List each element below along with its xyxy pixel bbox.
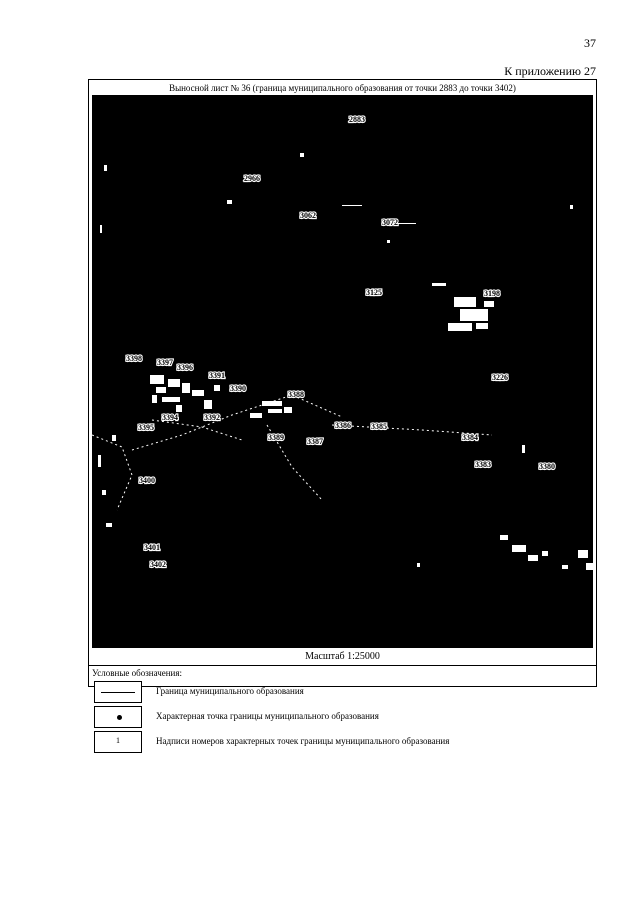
- map-image[interactable]: [92, 95, 593, 648]
- label-sample: 1: [116, 736, 120, 745]
- appendix-caption: К приложению 27: [504, 64, 596, 78]
- map-canvas: [92, 95, 593, 648]
- legend-item-boundary: [94, 681, 574, 703]
- point-label-3384: 3384: [462, 433, 478, 442]
- legend-swatch-label: [94, 731, 142, 753]
- sheet-title: Выносной лист № 36 (граница муниципального образования от точки 2883 до точки 3402): [169, 83, 516, 93]
- point-label-3385: 3385: [371, 422, 387, 431]
- point-label-3125: 3125: [366, 288, 382, 297]
- legend-title: Условные обозначения:: [92, 668, 183, 678]
- map-scale: Масштаб 1:25000: [305, 651, 380, 662]
- point-label-3062: 3062: [300, 211, 316, 220]
- point-label-3397: 3397: [157, 358, 173, 367]
- point-label-3396: 3396: [177, 363, 193, 372]
- legend-swatch-point: [94, 706, 142, 728]
- point-label-3402: 3402: [150, 560, 166, 569]
- point-label-3386: 3386: [335, 421, 351, 430]
- legend-label: Характерная точка границы муниципального образования: [156, 711, 379, 721]
- legend-label: Надписи номеров характерных точек границы муниципального образования: [156, 736, 450, 746]
- point-label-3400: 3400: [139, 476, 155, 485]
- legend-item-label: [94, 731, 574, 753]
- point-label-3388: 3388: [288, 390, 304, 399]
- point-label-3390: 3390: [230, 384, 246, 393]
- point-label-3392: 3392: [204, 413, 220, 422]
- point-label-3198: 3198: [484, 289, 500, 298]
- point-label-2883: 2883: [349, 115, 365, 124]
- point-label-3389: 3389: [268, 433, 284, 442]
- point-label-3380: 3380: [539, 462, 555, 471]
- point-label-2966: 2966: [244, 174, 260, 183]
- settlement-center: [250, 401, 292, 418]
- legend-label: Граница муниципального образования: [156, 686, 304, 696]
- boundary-line-icon: [101, 692, 135, 693]
- point-labels: [126, 115, 555, 569]
- point-label-3391: 3391: [209, 371, 225, 380]
- map-sheet: [88, 79, 597, 746]
- point-label-3395: 3395: [138, 423, 154, 432]
- point-label-3383: 3383: [475, 460, 491, 469]
- point-label-3398: 3398: [126, 354, 142, 363]
- point-label-3387: 3387: [307, 437, 323, 446]
- legend-item-point: [94, 706, 574, 728]
- page-number: 37: [584, 36, 596, 50]
- point-label-3394: 3394: [162, 413, 178, 422]
- legend-divider: [89, 665, 596, 666]
- point-label-3401: 3401: [144, 543, 160, 552]
- settlement-west: [150, 375, 220, 412]
- point-dot-icon: [117, 715, 122, 720]
- point-label-3226: 3226: [492, 373, 508, 382]
- legend-swatch-boundary: [94, 681, 142, 703]
- point-label-3072: 3072: [382, 218, 398, 227]
